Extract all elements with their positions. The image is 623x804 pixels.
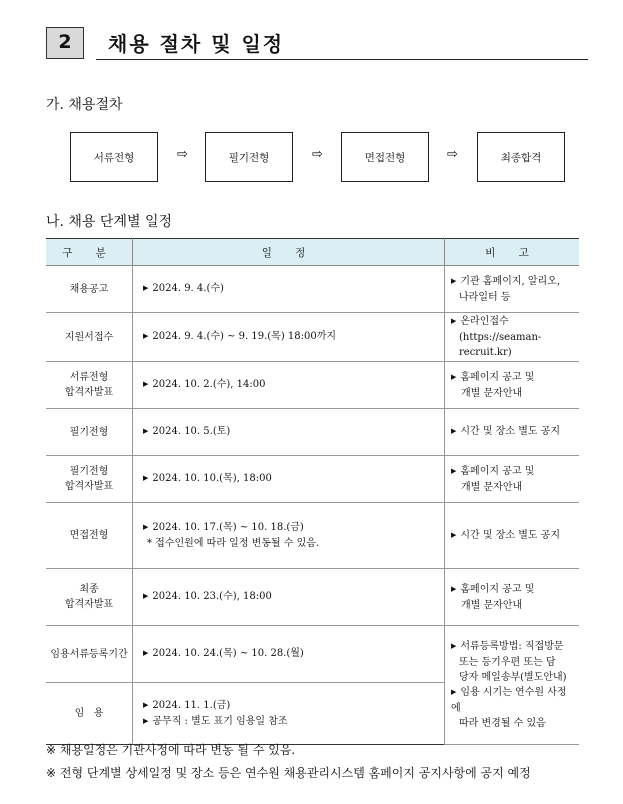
step-final-pass: 최종합격 bbox=[477, 132, 565, 182]
table-row bbox=[46, 569, 579, 626]
row-label: 지원서접수 bbox=[46, 313, 133, 362]
bullet-icon: ▶ bbox=[451, 427, 457, 435]
row-dates: ▶ 2024. 11. 1.(금) ▶ 공무직 : 별도 표기 임용일 참조 bbox=[133, 683, 445, 745]
row-note: ▶ 홈페이지 공고 및 개별 문자안내 bbox=[445, 569, 580, 626]
table-row bbox=[46, 503, 579, 569]
footnote-schedule-change: ※ 채용일정은 기관사정에 따라 변동 될 수 있음. bbox=[46, 743, 296, 757]
bullet-icon: ▶ bbox=[143, 649, 149, 657]
schedule-heading: 나. 채용 단계별 일정 bbox=[46, 214, 172, 230]
row-dates: ▶ 2024. 10. 5.(토) bbox=[133, 409, 445, 456]
column-header-category: 구 분 bbox=[46, 239, 133, 266]
row-note: ▶ 홈페이지 공고 및 개별 문자안내 bbox=[445, 456, 580, 503]
bullet-icon: ▶ bbox=[143, 716, 149, 725]
column-header-remarks: 비 고 bbox=[445, 239, 580, 266]
row-label: 면접전형 bbox=[46, 503, 133, 569]
row-dates: ▶ 2024. 9. 4.(수) bbox=[133, 266, 445, 313]
bullet-icon: ▶ bbox=[143, 380, 149, 388]
row-dates: ▶ 2024. 10. 23.(수), 18:00 bbox=[133, 569, 445, 626]
bullet-icon: ▶ bbox=[143, 474, 149, 482]
bullet-icon: ▶ bbox=[451, 642, 457, 650]
table-row bbox=[46, 266, 579, 313]
bullet-icon: ▶ bbox=[143, 332, 149, 340]
merged-row-note: ▶ 서류등록방법: 직접방문 또는 등기우편 또는 담 당자 메일송부(별도안내) ▶ 임용 시기는 연수원 사정에 따라 변경될 수 있음 bbox=[445, 626, 580, 745]
bullet-icon: ▶ bbox=[143, 700, 149, 709]
row-label: 임 용 bbox=[46, 683, 133, 745]
row-dates: ▶ 2024. 10. 17.(목) ~ 10. 18.(금) * 접수인원에 따라 일정 변동될 수 있음. bbox=[133, 503, 445, 569]
table-row bbox=[46, 626, 579, 683]
row-note: ▶ 홈페이지 공고 및 개별 문자안내 bbox=[445, 362, 580, 409]
step-written-exam: 필기전형 bbox=[205, 132, 293, 182]
row-note: ▶ 온라인접수 (https://seaman-recruit.kr) bbox=[445, 313, 580, 362]
bullet-icon: ▶ bbox=[143, 523, 149, 531]
footnote-detail-notice: ※ 전형 단계별 상세일정 및 장소 등은 연수원 채용관리시스템 홈페이지 공지사항에 공지 예정 bbox=[46, 766, 531, 780]
step-document-screening: 서류전형 bbox=[70, 132, 158, 182]
table-header-row bbox=[46, 239, 579, 266]
bullet-icon: ▶ bbox=[143, 284, 149, 292]
row-dates: ▶ 2024. 10. 2.(수), 14:00 bbox=[133, 362, 445, 409]
row-label: 서류전형 합격자발표 bbox=[46, 362, 133, 409]
bullet-icon: ▶ bbox=[143, 592, 149, 600]
column-header-schedule: 일 정 bbox=[133, 239, 445, 266]
row-note: ▶ 기관 홈페이지, 알리오, 나라일터 등 bbox=[445, 266, 580, 313]
row-label: 필기전형 bbox=[46, 409, 133, 456]
section-header bbox=[46, 27, 588, 61]
schedule-table bbox=[46, 238, 579, 745]
row-label: 최종 합격자발표 bbox=[46, 569, 133, 626]
section-underline bbox=[96, 59, 588, 60]
bullet-icon: ▶ bbox=[451, 317, 457, 325]
arrow-right-icon: ⇨ bbox=[312, 147, 323, 162]
row-subnote: * 접수인원에 따라 일정 변동될 수 있음. bbox=[147, 538, 320, 549]
bullet-icon: ▶ bbox=[451, 530, 457, 539]
row-dates: ▶ 2024. 10. 10.(목), 18:00 bbox=[133, 456, 445, 503]
bullet-icon: ▶ bbox=[451, 276, 457, 285]
row-dates: ▶ 2024. 9. 4.(수) ~ 9. 19.(목) 18:00까지 bbox=[133, 313, 445, 362]
bullet-icon: ▶ bbox=[451, 372, 457, 381]
bullet-icon: ▶ bbox=[143, 427, 149, 435]
row-label: 필기전형 합격자발표 bbox=[46, 456, 133, 503]
table-row bbox=[46, 456, 579, 503]
table-row bbox=[46, 362, 579, 409]
row-dates: ▶ 2024. 10. 24.(목) ~ 10. 28.(월) bbox=[133, 626, 445, 683]
arrow-right-icon: ⇨ bbox=[177, 147, 188, 162]
bullet-icon: ▶ bbox=[451, 584, 457, 593]
table-row bbox=[46, 313, 579, 362]
section-number: 2 bbox=[46, 27, 84, 59]
step-interview: 면접전형 bbox=[341, 132, 429, 182]
section-title: 채용 절차 및 일정 bbox=[108, 32, 285, 56]
bullet-icon: ▶ bbox=[451, 688, 457, 696]
procedure-heading: 가. 채용절차 bbox=[46, 97, 123, 113]
row-note: ▶ 시간 및 장소 별도 공지 bbox=[445, 503, 580, 569]
arrow-right-icon: ⇨ bbox=[447, 147, 458, 162]
row-label: 임용서류등록기간 bbox=[46, 626, 133, 683]
row-note: ▶ 시간 및 장소 별도 공지 bbox=[445, 409, 580, 456]
table-row bbox=[46, 409, 579, 456]
bullet-icon: ▶ bbox=[451, 466, 457, 475]
row-label: 채용공고 bbox=[46, 266, 133, 313]
